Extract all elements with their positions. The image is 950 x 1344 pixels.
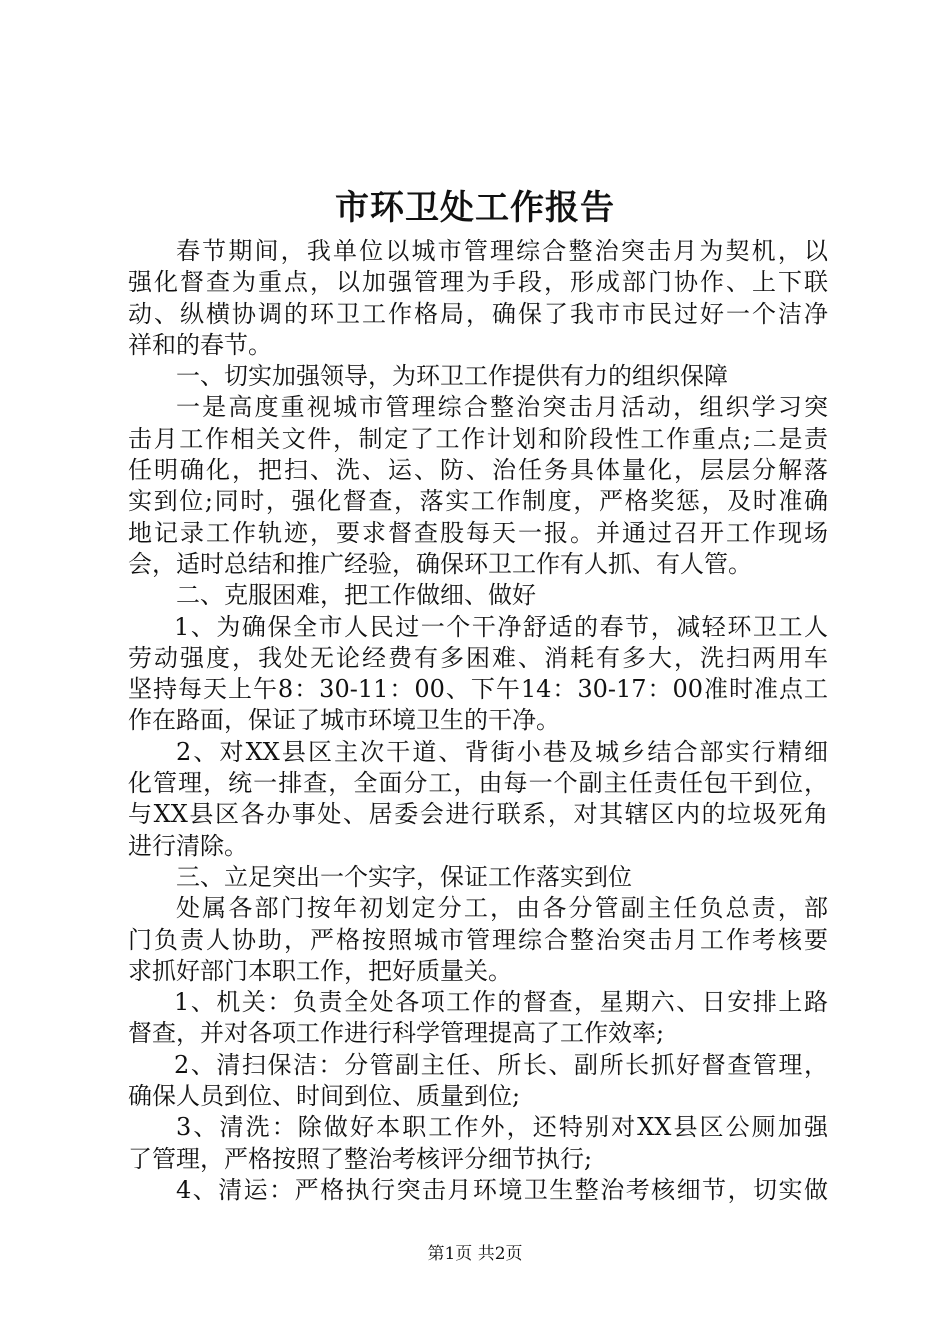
text-line: 求抓好部门本职工作，把好质量关。 <box>128 956 512 985</box>
text-line: 强化督查为重点，以加强管理为手段，形成部门协作、上下联 <box>128 268 828 297</box>
section-heading: 二、克服困难，把工作做细、做好 <box>176 581 536 610</box>
text-line: 祥和的春节。 <box>128 330 272 359</box>
text-line: 2、清扫保洁：分管副主任、所长、副所长抓好督查管理， <box>174 1050 828 1079</box>
section-heading: 一、切实加强领导，为环卫工作提供有力的组织保障 <box>176 362 728 391</box>
text-line: 任明确化，把扫、洗、运、防、治任务具体量化，层层分解落 <box>128 456 828 485</box>
text-line: 动、纵横协调的环卫工作格局，确保了我市市民过好一个洁净 <box>128 299 828 328</box>
text-line: 坚持每天上午8：30-11：00、下午14：30-17：00准时准点工 <box>128 675 828 704</box>
text-line: 地记录工作轨迹，要求督查股每天一报。并通过召开工作现场 <box>128 518 828 547</box>
text-line: 处属各部门按年初划定分工，由各分管副主任负总责，部 <box>176 894 828 923</box>
text-line: 一是高度重视城市管理综合整治突击月活动，组织学习突 <box>176 393 828 422</box>
text-line: 作在路面，保证了城市环境卫生的干净。 <box>128 706 560 735</box>
text-line: 确保人员到位、时间到位、质量到位; <box>128 1082 521 1111</box>
document-body <box>128 236 828 1206</box>
text-line: 督查，并对各项工作进行科学管理提高了工作效率; <box>128 1019 665 1048</box>
text-line: 进行清除。 <box>128 831 248 860</box>
text-line: 3、清洗：除做好本职工作外，还特别对XX县区公厕加强 <box>176 1113 828 1142</box>
text-line: 了管理，严格按照了整治考核评分细节执行; <box>128 1144 593 1173</box>
text-line: 春节期间，我单位以城市管理综合整治突击月为契机，以 <box>176 237 828 265</box>
text-line: 实到位;同时，强化督查，落实工作制度，严格奖惩，及时准确 <box>128 487 828 516</box>
section-heading: 三、立足突出一个实字，保证工作落实到位 <box>176 862 632 891</box>
text-line: 2、对XX县区主次干道、背街小巷及城乡结合部实行精细 <box>176 737 828 766</box>
text-line: 1、为确保全市人民过一个干净舒适的春节，减轻环卫工人 <box>174 612 828 641</box>
text-line: 劳动强度，我处无论经费有多困难、消耗有多大，洗扫两用车 <box>128 643 828 672</box>
text-line: 击月工作相关文件，制定了工作计划和阶段性工作重点;二是责 <box>128 424 828 453</box>
text-line: 与XX县区各办事处、居委会进行联系，对其辖区内的垃圾死角 <box>128 800 828 829</box>
text-line: 1、机关：负责全处各项工作的督查，星期六、日安排上路 <box>174 988 828 1017</box>
text-line: 4、清运：严格执行突击月环境卫生整治考核细节，切实做 <box>176 1175 828 1204</box>
text-line: 门负责人协助，严格按照城市管理综合整治突击月工作考核要 <box>128 925 828 954</box>
page-footer: 第1页 共2页 <box>427 1244 523 1264</box>
document-title: 市环卫处工作报告 <box>335 188 615 228</box>
text-line: 会，适时总结和推广经验，确保环卫工作有人抓、有人管。 <box>128 549 752 578</box>
text-line: 化管理，统一排查，全面分工，由每一个副主任责任包干到位， <box>128 769 828 798</box>
